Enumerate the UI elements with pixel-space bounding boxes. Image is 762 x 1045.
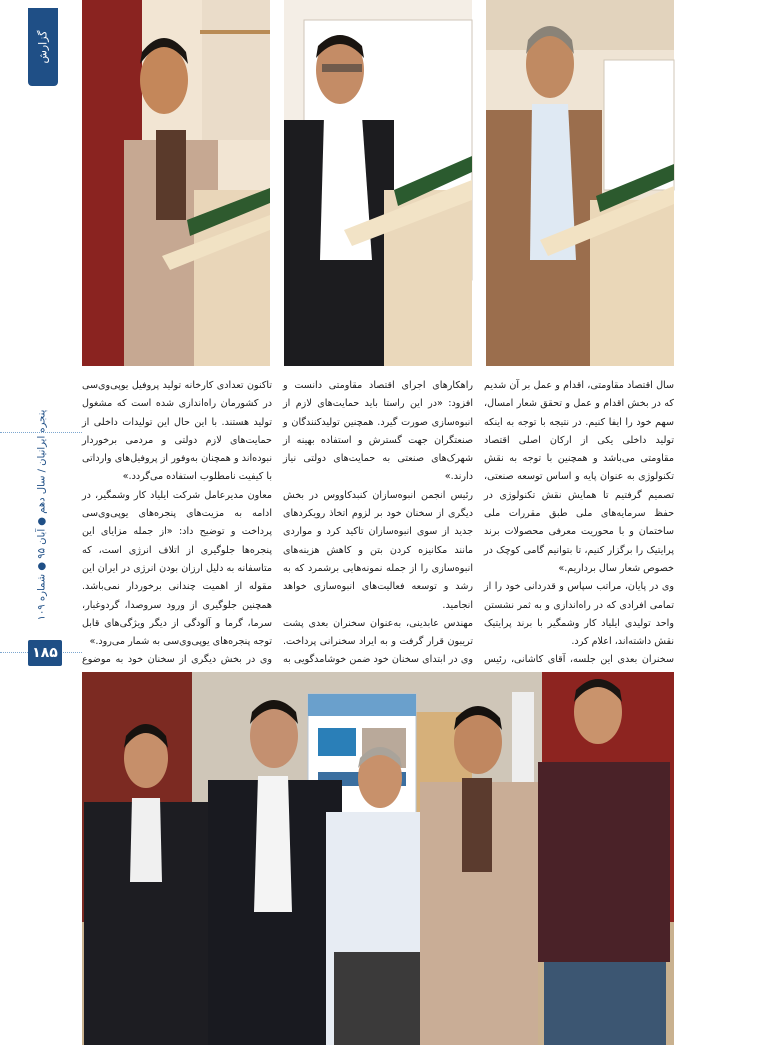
paragraph: وی در پایان، مراتب سپاس و قدردانی خود را از تمامی افرادی که در راه‌اندازی و به ثمر نشستن واحد تولیدی ایلیاد کار وشمگیر با برند پرایتیک نقش داشته‌اند، اعلام کرد. (484, 581, 674, 648)
paragraph: سخنران بعدی این جلسه، آقای کاشانی، رئیس (484, 654, 674, 666)
speaker-photo-1 (82, 0, 270, 366)
speaker-photo-2 (284, 0, 472, 366)
page-number: ۱۸۵ (28, 640, 62, 666)
speaker-photo-3 (486, 0, 674, 366)
paragraph: رئیس انجمن انبوه‌سازان کنبدکاووس در بخش دیگری از سخنان خود بر لزوم اتخاذ رویکردهای جدید از سوی انبوه‌سازان تاکید کرد و مواردی مانند مکانیزه کردن بتن و کاهش هزینه‌های انبوه‌سازی را از جمله نمونه‌هایی برشمرد که به رشد و توسعه فعالیت‌های انبوه‌سازی خواهد انجامید. (283, 489, 473, 611)
paragraph: وی در بخش دیگری از سخنان خود به موضوع (82, 654, 272, 666)
section-tab (28, 8, 58, 86)
group-photo (82, 672, 674, 1045)
paragraph: تاکنون تعدادی کارخانه تولید پروفیل یوپی‌وی‌سی در کشورمان راه‌اندازی شده است که مشغول تولید هستند. با این حال این تولیدات داخلی از حمایت‌های لازم دولتی و مردمی برخوردار نبوده‌اند و همچنان به‌وفور از پروفیل‌های وارداتی با کیفیت نامطلوب استفاده می‌گردد.» (82, 380, 272, 483)
section-tab-label: گزارش (36, 30, 50, 64)
paragraph: مهندس عابدینی، به‌عنوان سخنران بعدی پشت تریبون قرار گرفت و به ایراد سخنرانی پرداخت. وی در ابتدای سخنان خود ضمن خوشامدگویی به (283, 617, 473, 666)
paragraph: راهکارهای اجرای اقتصاد مقاومتی دانست و افزود: «در این راستا باید حمایت‌های لازم از انبوه‌سازی صورت گیرد. همچنین تولیدکنندگان و صنعتگران جهت گسترش و استفاده بهینه از شهرک‌های صنعتی به حمایت‌های دولتی نیاز دارند.» (283, 380, 473, 483)
issue-caption-text: پنجره ایرانیان / سال دهم ● آبان ۹۵ ● شماره ۱۰۹ (36, 409, 48, 621)
article-column-right (484, 377, 674, 667)
article-column-middle (283, 377, 473, 667)
paragraph: سال اقتصاد مقاومتی، اقدام و عمل بر آن شدیم که در بخش اقدام و عمل و تحقق شعار امسال، سهم خود را ایفا کنیم. در نتیجه با توجه به اینکه تولید داخلی یکی از ارکان اصلی اقتصاد مقاومتی می‌باشد و همچنین با توجه به نقش تکنولوژی به عنوان پایه و اساس توسعه صنعتی، تصمیم گرفتیم تا همایش نقش تکنولوژی در حفظ سرمایه‌های ملی طبق مقررات ملی ساختمان و با محوریت معرفی محصولات برند پرایتیک را برگزار کنیم، تا بتوانیم گامی کوچک در خصوص شعار سال برداریم.» (484, 380, 674, 574)
issue-caption (31, 400, 53, 630)
paragraph: معاون مدیرعامل شرکت ایلیاد کار وشمگیر، در ادامه به مزیت‌های پنجره‌های یوپی‌وی‌سی پرداخت و توضیح داد: «از جمله مزایای این پنجره‌ها جلوگیری از اتلاف انرژی است، که متاسفانه به دلیل ارزان بودن انرژی در ایران این مقوله از اهمیت چندانی برخوردار نمی‌باشد. همچنین جلوگیری از ورود سروصدا، گردوغبار، سرما، گرما و آلودگی از دیگر ویژگی‌های قابل توجه پنجره‌های یوپی‌وی‌سی به شمار می‌رود.» (82, 489, 272, 648)
article-column-left (82, 377, 272, 667)
